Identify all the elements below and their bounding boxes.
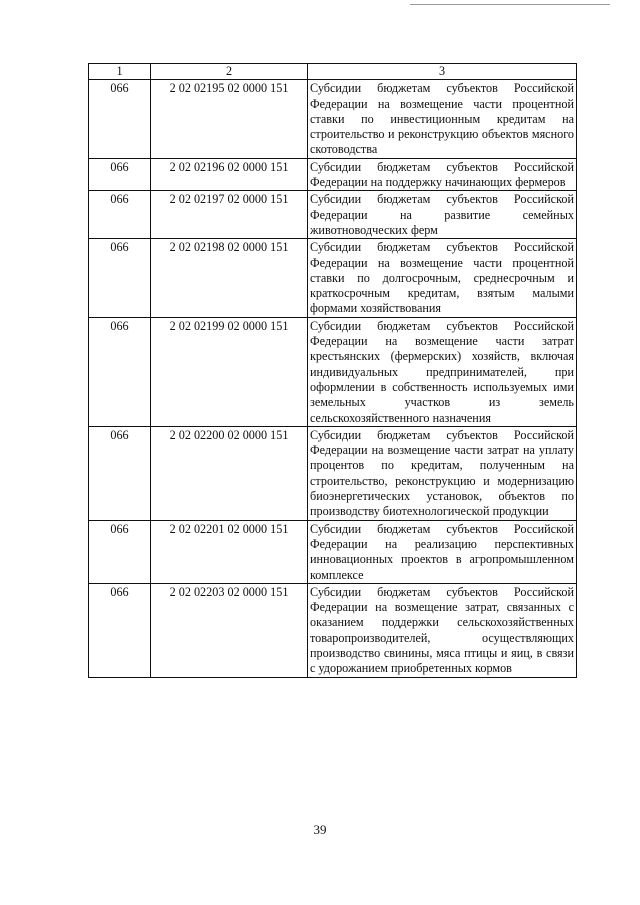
description-cell: Субсидии бюджетам субъектов Российской Федерации на возмещение части процентной ставки по инвестиционным кредитам на строительство и реконструкцию объектов мясного скотоводства [308, 80, 577, 158]
admin-code-cell: 066 [89, 80, 151, 158]
column-header-2: 2 [151, 64, 308, 80]
budget-code-cell: 2 02 02195 02 0000 151 [151, 80, 308, 158]
table-row [89, 520, 577, 583]
table-row [89, 158, 577, 191]
admin-code-cell: 066 [89, 426, 151, 520]
budget-code-cell: 2 02 02199 02 0000 151 [151, 317, 308, 426]
budget-code-cell: 2 02 02196 02 0000 151 [151, 158, 308, 191]
table-row [89, 80, 577, 158]
admin-code-cell: 066 [89, 158, 151, 191]
budget-code-cell: 2 02 02203 02 0000 151 [151, 583, 308, 677]
column-header-3: 3 [308, 64, 577, 80]
budget-code-cell: 2 02 02201 02 0000 151 [151, 520, 308, 583]
table-row [89, 426, 577, 520]
description-cell: Субсидии бюджетам субъектов Российской Федерации на поддержку начинающих фермеров [308, 158, 577, 191]
description-cell: Субсидии бюджетам субъектов Российской Федерации на возмещение затрат, связанных с оказанием поддержки сельскохозяйственных товаропроизводителей, осуществляющих производство свинины, мяса птицы и яиц, в связи с удорожанием приобретенных кормов [308, 583, 577, 677]
budget-code-cell: 2 02 02197 02 0000 151 [151, 191, 308, 239]
description-cell: Субсидии бюджетам субъектов Российской Федерации на возмещение части затрат на уплату процентов по кредитам, полученным на строительство, реконструкцию и модернизацию биоэнергетических установок, объектов по производству биотехнологической продукции [308, 426, 577, 520]
table-row [89, 317, 577, 426]
description-cell: Субсидии бюджетам субъектов Российской Федерации на возмещение части затрат крестьянских (фермерских) хозяйств, включая индивидуальных предпринимателей, при оформлении в собственность используемых ими земельных участков из земель сельскохозяйственного назначения [308, 317, 577, 426]
description-cell: Субсидии бюджетам субъектов Российской Федерации на развитие семейных животноводческих ферм [308, 191, 577, 239]
table-row [89, 583, 577, 677]
description-cell: Субсидии бюджетам субъектов Российской Федерации на возмещение части процентной ставки по долгосрочным, среднесрочным и краткосрочным кредитам, взятым малыми формами хозяйствования [308, 239, 577, 317]
column-header-1: 1 [89, 64, 151, 80]
table-header-row [89, 64, 577, 80]
budget-code-cell: 2 02 02200 02 0000 151 [151, 426, 308, 520]
table-row [89, 191, 577, 239]
description-cell: Субсидии бюджетам субъектов Российской Федерации на реализацию перспективных инновационных проектов в агропромышленном комплексе [308, 520, 577, 583]
budget-code-cell: 2 02 02198 02 0000 151 [151, 239, 308, 317]
admin-code-cell: 066 [89, 317, 151, 426]
admin-code-cell: 066 [89, 583, 151, 677]
budget-codes-table [88, 63, 577, 678]
top-rule [410, 4, 610, 5]
admin-code-cell: 066 [89, 239, 151, 317]
admin-code-cell: 066 [89, 191, 151, 239]
admin-code-cell: 066 [89, 520, 151, 583]
table-row [89, 239, 577, 317]
page-number: 39 [313, 822, 327, 837]
